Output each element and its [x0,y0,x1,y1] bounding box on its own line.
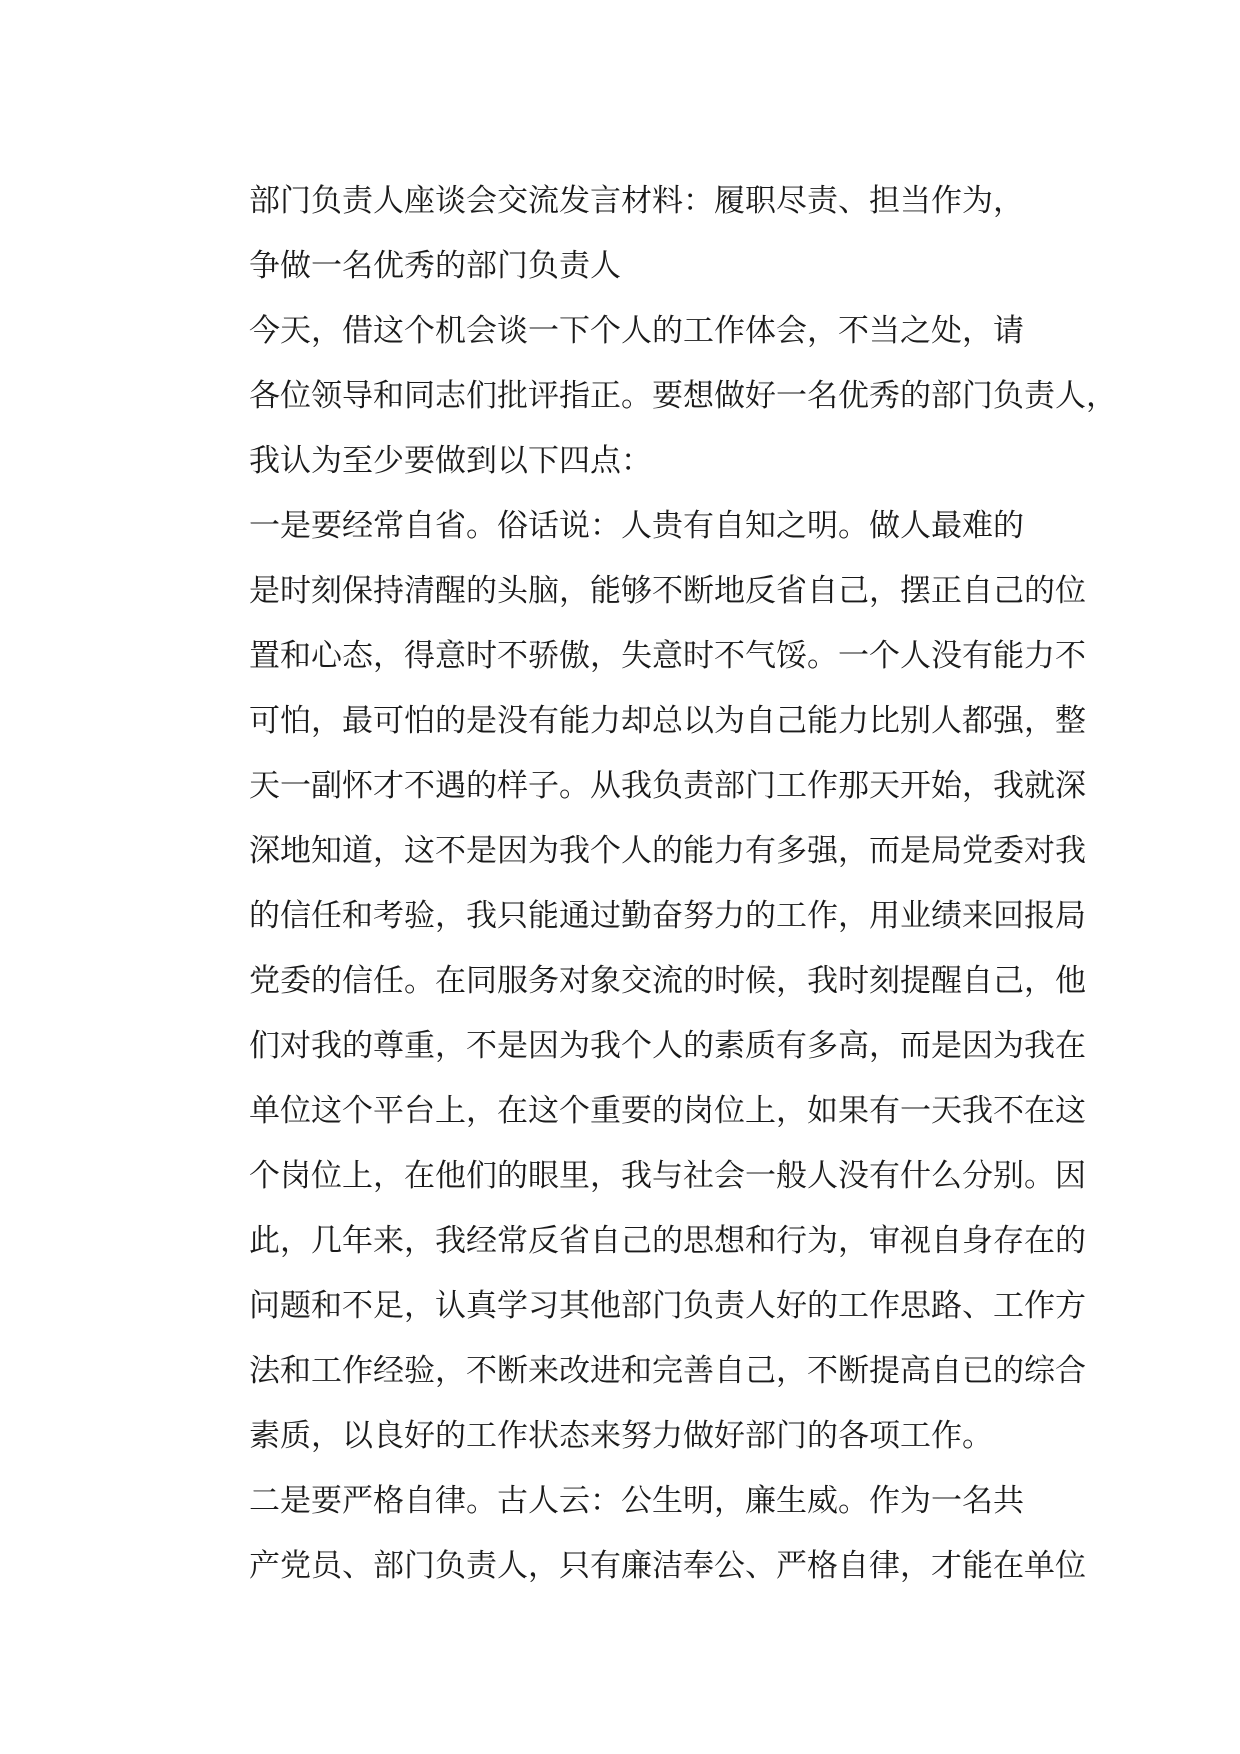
text-line: 我认为至少要做到以下四点： [249,443,652,479]
text-line: 们对我的尊重，不是因为我个人的素质有多高，而是因为我在 [249,1028,1086,1064]
paragraph-point-two [187,1469,1087,1599]
text-line: 此，几年来，我经常反省自己的思想和行为，审视自身存在的 [249,1223,1086,1259]
text-line: 可怕，最可怕的是没有能力却总以为自己能力比别人都强，整 [249,703,1086,739]
text-line: 是时刻保持清醒的头脑，能够不断地反省自己，摆正自己的位 [249,573,1086,609]
text-line: 个岗位上，在他们的眼里，我与社会一般人没有什么分别。因 [249,1158,1086,1194]
paragraph-intro [187,299,1117,494]
text-line: 深地知道，这不是因为我个人的能力有多强，而是局党委对我 [249,833,1086,869]
text-line: 单位这个平台上，在这个重要的岗位上，如果有一天我不在这 [249,1093,1086,1129]
text-line: 素质，以良好的工作状态来努力做好部门的各项工作。 [249,1418,993,1454]
text-line: 的信任和考验，我只能通过勤奋努力的工作，用业绩来回报局 [249,898,1086,934]
text-line: 二是要严格自律。古人云：公生明，廉生威。作为一名共 [249,1483,1024,1519]
text-line: 天一副怀才不遇的样子。从我负责部门工作那天开始，我就深 [249,768,1086,804]
text-line: 今天，借这个机会谈一下个人的工作体会，不当之处，请 [249,313,1024,349]
text-line: 一是要经常自省。俗话说：人贵有自知之明。做人最难的 [249,508,1024,544]
text-line: 法和工作经验，不断来改进和完善自己，不断提高自已的综合 [249,1353,1086,1389]
text-line: 各位领导和同志们批评指正。要想做好一名优秀的部门负责人， [249,378,1117,414]
document-body [187,169,1117,1599]
text-line: 党委的信任。在同服务对象交流的时候，我时刻提醒自己，他 [249,963,1086,999]
text-line: 产党员、部门负责人，只有廉洁奉公、严格自律，才能在单位 [249,1548,1086,1584]
paragraph-point-one [187,494,1087,1469]
title-line: 部门负责人座谈会交流发言材料：履职尽责、担当作为， [249,183,1024,219]
text-line: 置和心态，得意时不骄傲，失意时不气馁。一个人没有能力不 [249,638,1086,674]
title-line: 争做一名优秀的部门负责人 [249,248,621,284]
text-line: 问题和不足，认真学习其他部门负责人好的工作思路、工作方 [249,1288,1086,1324]
document-title [187,169,1087,299]
